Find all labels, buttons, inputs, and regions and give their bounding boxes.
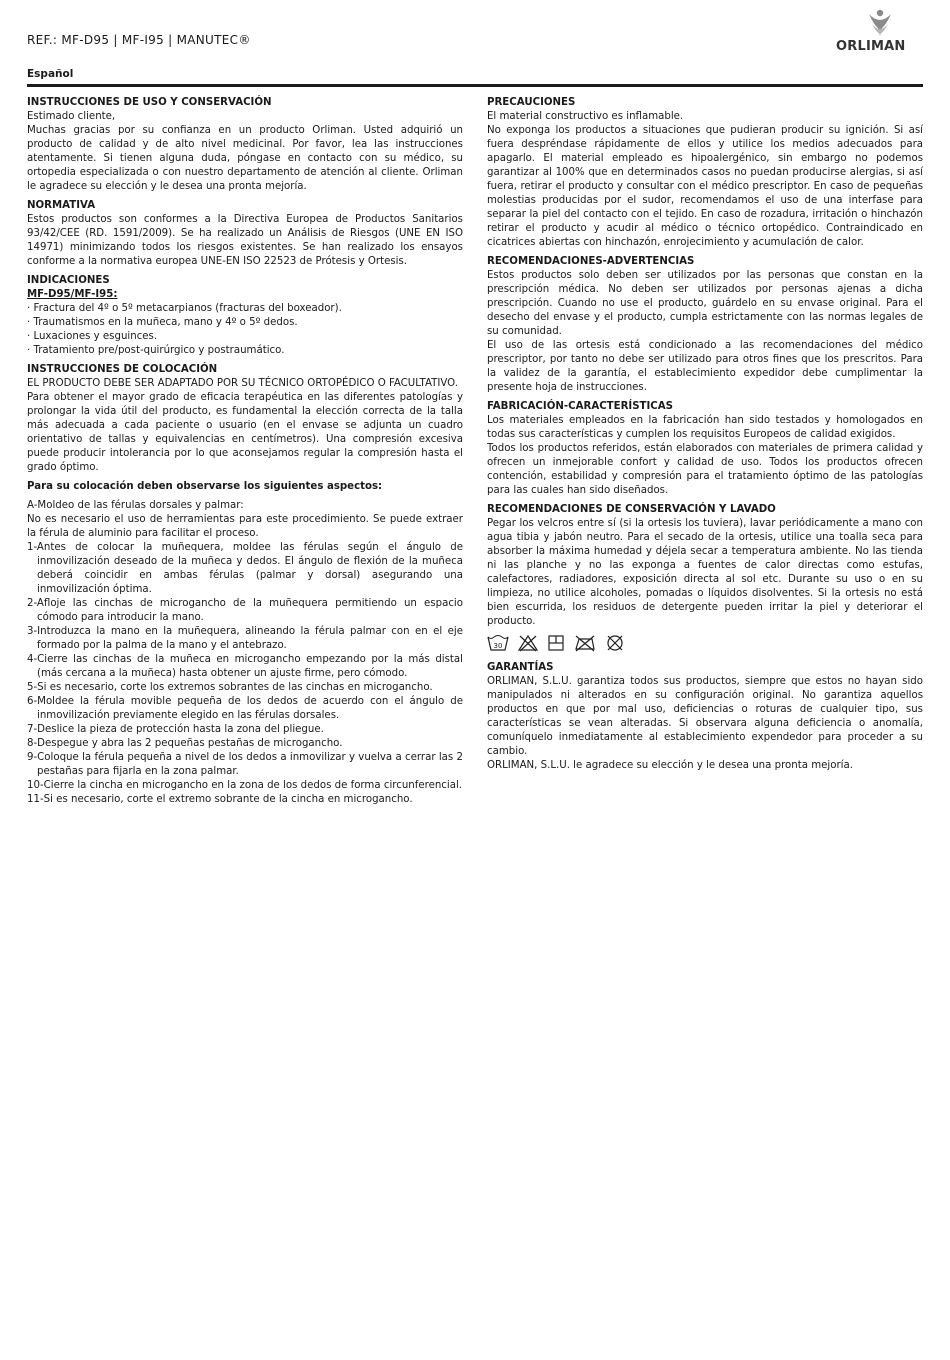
no-dry-clean-icon (605, 634, 625, 652)
section-colocacion (27, 363, 463, 807)
section-title: INDICACIONES (27, 275, 110, 286)
list-item: 4-Cierre las cinchas de la muñeca en microgancho empezando por la más distal (más cercana a la muñeca) hasta obtener un ajuste firme, pero cómodo. (27, 654, 463, 679)
indications-list (27, 302, 463, 358)
section-body: Pegar los velcros entre sí (si la ortesis los tuviera), lavar periódicamente a mano con agua tibia y jabón neutro. Para el secado de la ortesis, utilice una toalla seca para absorber la máxima humedad y déjela secar a temperatura ambiente. No las tienda ni las planche y no las exponga a fuentes de calor directas como estufas, calefactores, radiadores, exposición directa al sol etc. Durante su uso o en su limpieza, no utilice alcoholes, pomadas o líquidos disolventes. Si la ortesis no está bien escurrida, los residuos de detergente pueden irritar la piel y deteriorar el producto. (487, 518, 923, 627)
list-item: · Fractura del 4º o 5º metacarpianos (fracturas del boxeador). (27, 303, 342, 314)
flammable-note: El material constructivo es inflamable. (487, 111, 684, 122)
orliman-logo (836, 8, 924, 54)
section-body: Estos productos son conformes a la Directiva Europea de Productos Sanitarios 93/42/CEE (RD. 1591/2009). Se ha realizado un Análisis de Riesgos (UNE EN ISO 14971) minimizando todos los riesgos existentes. Se han realizado los ensayos conforme a la normativa europea UNE-EN ISO 22523 de Prótesis y Ortesis. (27, 214, 463, 267)
hand-wash-30-icon (487, 634, 509, 652)
section-body: Muchas gracias por su confianza en un producto Orliman. Usted adquirió un producto de calidad y de alto nivel medicinal. Por favor, lea las instrucciones atentamente. Si tienen alguna duda, póngase en contacto con su médico, su ortopedia especializada o con nuestro departamento de atención al cliente. Orliman le agradece su elección y le desea una pronta mejoría. (27, 125, 463, 192)
list-item: 7-Deslice la pieza de protección hasta la zona del pliegue. (27, 724, 324, 735)
list-item: 2-Afloje las cinchas de microgancho de la muñequera permitiendo un espacio cómodo para introducir la mano. (27, 598, 463, 623)
model-subtitle: MF-D95/MF-I95: (27, 289, 118, 300)
header-divider (27, 84, 923, 87)
list-item: 9-Coloque la férula pequeña a nivel de los dedos a inmovilizar y vuelva a cerrar las 2 pestañas para fijarla en la zona palmar. (27, 752, 463, 777)
section-title: INSTRUCCIONES DE COLOCACIÓN (27, 364, 218, 375)
wash-temperature: 30 (493, 642, 503, 650)
aspects-heading: Para su colocación deben observarse los siguientes aspectos: (27, 481, 383, 492)
section-body: ORLIMAN, S.L.U. garantiza todos sus productos, siempre que estos no hayan sido manipulados ni alterados en su configuración original. No garantiza aquellos productos en que por mal uso, deficiencias o roturas de cualquier tipo, sus características se vean alteradas. Si observara alguna deficiencia o anomalía, comuníquelo inmediatamente al establecimiento expendedor para proceder a su cambio. (487, 676, 923, 757)
section-fabricacion (487, 400, 923, 498)
list-item: 11-Si es necesario, corte el extremo sobrante de la cincha en microgancho. (27, 794, 413, 805)
list-item: · Traumatismos en la muñeca, mano y 4º o 5º dedos. (27, 317, 298, 328)
section-conservacion (487, 503, 923, 653)
steps-list (27, 541, 463, 807)
list-item: 10-Cierre la cincha en microgancho en la zona de los dedos de forma circunferencial. (27, 780, 463, 791)
no-bleach-icon (517, 634, 539, 652)
section-instrucciones-uso (27, 96, 463, 194)
section-body: Los materiales empleados en la fabricación han sido testados y homologados en todas sus características y cumplen los requisitos Europeos de calidad exigidos. (487, 415, 923, 440)
brand-name: ORLIMAN (836, 39, 906, 54)
section-title: PRECAUCIONES (487, 97, 576, 108)
section-body: No exponga los productos a situaciones que pudieran producir su ignición. Si así fuera despréndase rápidamente de ellos y utilice los medios adecuados para apagarlo. El material empleado es hipoalergénico, sin embargo no podemos garantizar al 100% que en determinados casos no puedan producirse alergias, si así fuera, retirar el producto y consultar con el médico prescriptor. En caso de pequeñas molestias producidas por el sudor, recomendamos el uso de una interfase para separar la piel del contacto con el tejido. En caso de rozadura, irritación o hinchazón retirar el producto y acudir al médico o técnico ortopédico. Contraindicado en cicatrices abiertas con hinchazón, enrojecimiento y acumulación de calor. (487, 125, 923, 248)
section-indicaciones (27, 274, 463, 358)
list-item: 8-Despegue y abra las 2 pequeñas pestañas de microgancho. (27, 738, 343, 749)
no-iron-icon (573, 634, 597, 652)
section-garantias (487, 661, 923, 773)
moldeo-body: No es necesario el uso de herramientas para este procedimiento. Se puede extraer la férula de aluminio para facilitar el proceso. (27, 514, 463, 539)
section-normativa (27, 199, 463, 269)
list-item: 5-Si es necesario, corte los extremos sobrantes de las cinchas en microgancho. (27, 682, 433, 693)
section-body: Para obtener el mayor grado de eficacia terapéutica en las diferentes patologías y prolongar la vida útil del producto, es fundamental la elección correcta de la talla más adecuada a cada paciente o usuario (en el envase se adjunta un cuadro orientativo de tallas y equivalencias en centímetros). Una compresión excesiva puede producir intolerancia por lo que aconsejamos regular la compresión hasta el grado óptimo. (27, 392, 463, 473)
section-title: RECOMENDACIONES-ADVERTENCIAS (487, 256, 695, 267)
language-label: Español (27, 68, 74, 80)
section-title: FABRICACIÓN-CARACTERÍSTICAS (487, 401, 674, 412)
section-body: El uso de las ortesis está condicionado a las recomendaciones del médico prescriptor, por tanto no debe ser utilizado para otros fines que los prescritos. Para la validez de la garantía, el establecimiento expedidor debe cumplimentar la presente hoja de instrucciones. (487, 340, 923, 393)
no-tumble-dry-icon (547, 634, 565, 652)
section-title: INSTRUCCIONES DE USO Y CONSERVACIÓN (27, 97, 272, 108)
section-title: RECOMENDACIONES DE CONSERVACIÓN Y LAVADO (487, 504, 776, 515)
left-column (27, 96, 463, 812)
section-title: GARANTÍAS (487, 662, 554, 673)
greeting-text: Estimado cliente, (27, 111, 116, 122)
list-item: 3-Introduzca la mano en la muñequera, alineando la férula palmar con en el eje formado por la palma de la mano y el antebrazo. (27, 626, 463, 651)
care-symbols (487, 633, 923, 653)
section-precauciones (487, 96, 923, 250)
logo-figure-icon (836, 8, 924, 38)
section-recomendaciones (487, 255, 923, 395)
section-body: Todos los productos referidos, están elaborados con materiales de primera calidad y ofrecen un inmejorable confort y calidad de uso. Todos los productos ofrecen contención, estabilidad y compresión para el tratamiento óptimo de las patologías para las cuales han sido diseñados. (487, 443, 923, 496)
list-item: · Tratamiento pre/post-quirúrgico y postraumático. (27, 345, 285, 356)
document-reference: REF.: MF-D95 | MF-I95 | MANUTEC® (27, 33, 251, 47)
adaptation-warning: EL PRODUCTO DEBE SER ADAPTADO POR SU TÉCNICO ORTOPÉDICO O FACULTATIVO. (27, 378, 458, 389)
section-body: Estos productos solo deben ser utilizados por las personas que constan en la prescripción médica. No deben ser utilizados por personas ajenas a dicha prescripción. Cuando no use el producto, guárdelo en su envase original. Para el desecho del envase y el producto, cumpla estrictamente con las normas legales de su comunidad. (487, 270, 923, 337)
right-column (487, 96, 923, 778)
list-item: 6-Moldee la férula movible pequeña de los dedos de acuerdo con el ángulo de inmovilización previamente elegido en las férulas dorsales. (27, 696, 463, 721)
list-item: · Luxaciones y esguinces. (27, 331, 158, 342)
list-item: 1-Antes de colocar la muñequera, moldee las férulas según el ángulo de inmovilización deseado de la muñeca y dedos. El ángulo de flexión de la muñeca deberá coincidir en ambas férulas (palmar y dorsal) asegurando una inmovilización óptima. (27, 542, 463, 595)
section-title: NORMATIVA (27, 200, 96, 211)
moldeo-heading: A-Moldeo de las férulas dorsales y palmar: (27, 500, 244, 511)
closing-text: ORLIMAN, S.L.U. le agradece su elección y le desea una pronta mejoría. (487, 760, 853, 771)
